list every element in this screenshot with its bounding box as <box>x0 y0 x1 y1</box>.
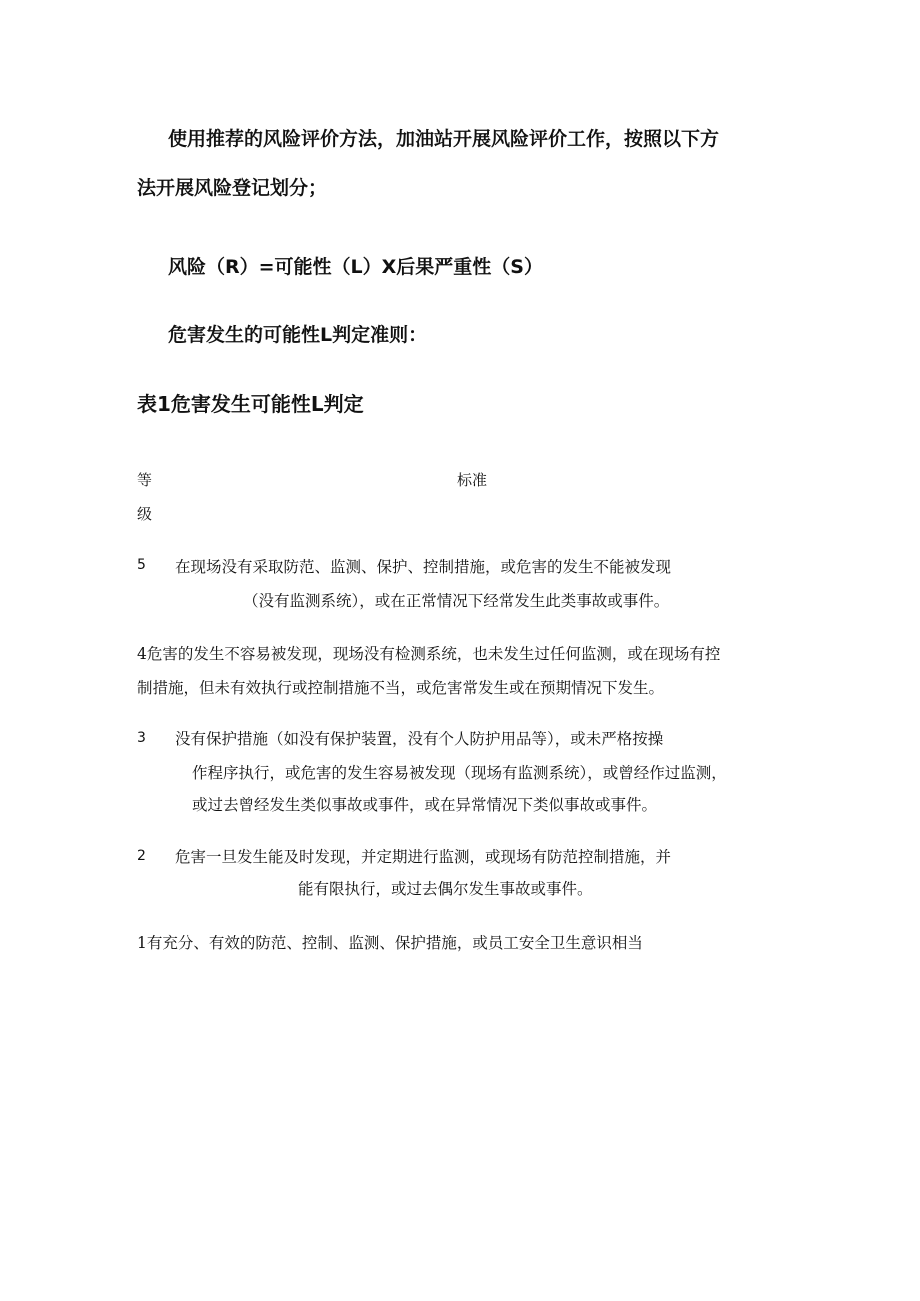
row-text-line-1: 1有充分、有效的防范、控制、监测、保护措施，或员工安全卫生意识相当 <box>137 934 643 952</box>
row-text-line-1: 没有保护措施（如没有保护装置，没有个人防护用品等），或未严格按操 <box>175 730 664 748</box>
row-text-line-1: 危害一旦发生能及时发现，并定期进行监测，或现场有防范控制措施，并 <box>175 848 672 866</box>
row-text-line-1: 在现场没有采取防范、监测、保护、控制措施，或危害的发生不能被发现 <box>175 558 672 576</box>
header-standard: 标准 <box>457 471 488 489</box>
row-text-line-1: 4危害的发生不容易被发现，现场没有检测系统，也未发生过任何监测，或在现场有控 <box>137 645 721 663</box>
row-level: 2 <box>137 848 146 864</box>
row-text-line-3: 或过去曾经发生类似事故或事件，或在异常情况下类似事故或事件。 <box>192 796 658 814</box>
table-caption: 表1危害发生可能性L判定 <box>137 392 364 416</box>
row-text-line-2: 制措施，但未有效执行或控制措施不当，或危害常发生或在预期情况下发生。 <box>137 679 665 697</box>
row-text-line-2: 作程序执行，或危害的发生容易被发现（现场有监测系统），或曾经作过监测， <box>192 764 727 782</box>
row-text-line-2: 能有限执行，或过去偶尔发生事故或事件。 <box>298 880 593 898</box>
intro-line-2: 法开展风险登记划分； <box>137 177 328 199</box>
header-level-2: 级 <box>137 505 153 523</box>
intro-line-1: 使用推荐的风险评价方法，加油站开展风险评价工作，按照以下方 <box>168 128 720 150</box>
risk-formula: 风险（R）=可能性（L）X后果严重性（S） <box>168 256 543 278</box>
criteria-heading: 危害发生的可能性L判定准则： <box>168 324 428 346</box>
row-level: 3 <box>137 730 146 746</box>
row-text-line-2: （没有监测系统），或在正常情况下经常发生此类事故或事件。 <box>243 592 670 610</box>
header-level-1: 等 <box>137 471 153 489</box>
row-level: 5 <box>137 557 146 573</box>
